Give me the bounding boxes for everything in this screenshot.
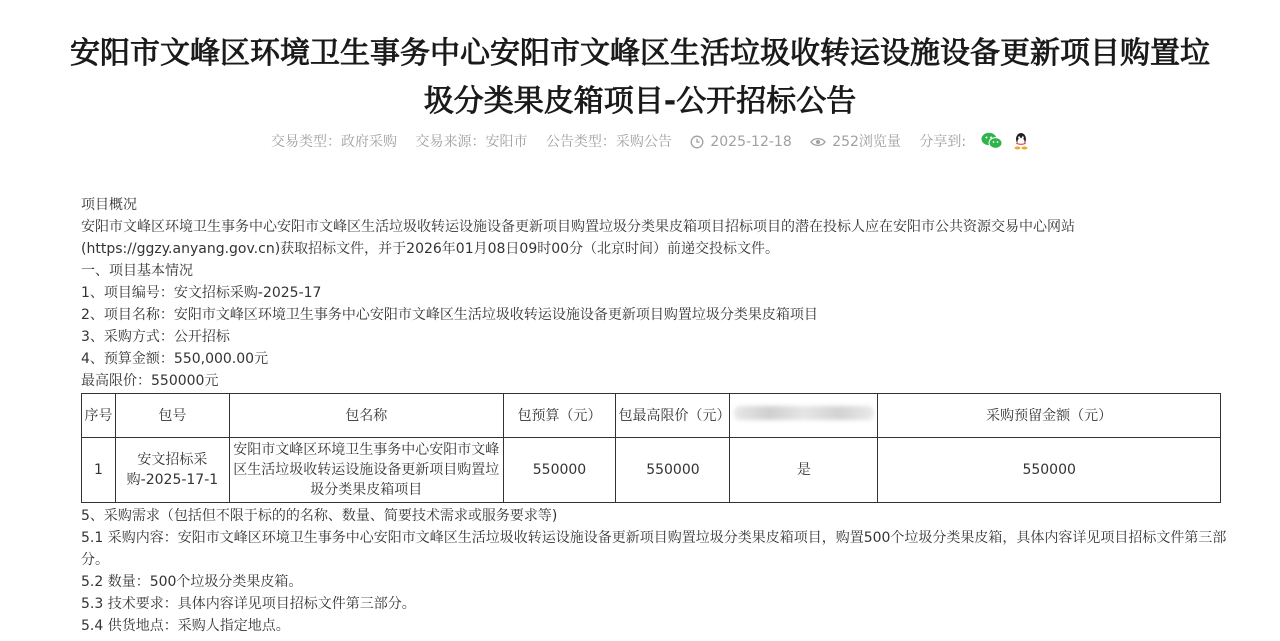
overview-heading: 项目概况 [81,197,137,213]
meta-bar [0,131,1280,154]
requirements-heading: 5、采购需求（包括但不限于标的的名称、数量、简要技术需求或服务要求等) [81,508,558,524]
cell-budget: 550000 [503,438,616,503]
share-label: 分享到: [919,134,967,150]
page-title: 安阳市文峰区环境卫生事务中心安阳市文峰区生活垃圾收转运设施设备更新项目购置垃圾分类果皮箱项目-公开招标公告 [70,36,1210,119]
project-number: 1、项目编号：安文招标采购-2025-17 [81,285,322,301]
notice-type: 公告类型：采购公告 [545,134,672,150]
package-table [81,393,1221,503]
trade-source: 交易来源：安阳市 [415,134,528,150]
overview-text: 安阳市文峰区环境卫生事务中心安阳市文峰区生活垃圾收转运设施设备更新项目购置垃圾分类果皮箱项目招标项目的潜在投标人应在安阳市公共资源交易中心网站(https://ggzy.anyang.gov.cn)获取招标文件，并于2026年01月08日09时00分（北京时间）前递交投标文件。 [81,219,1075,257]
view-count: 252浏览量 [832,134,901,150]
header-max-price: 包最高限价（元） [616,394,730,438]
cell-package-name: 安阳市文峰区环境卫生事务中心安阳市文峰区生活垃圾收转运设施设备更新项目购置垃圾分类果皮箱项目 [229,438,503,503]
requirement-technical: 5.3 技术要求：具体内容详见项目招标文件第三部分。 [81,596,416,612]
eye-icon [810,135,826,153]
share-wrap [919,134,1029,150]
project-name: 2、项目名称：安阳市文峰区环境卫生事务中心安阳市文峰区生活垃圾收转运设施设备更新项目购置垃圾分类果皮箱项目 [81,307,818,323]
header-no: 序号 [82,394,116,438]
trade-type: 交易类型：政府采购 [271,134,397,150]
table-row [82,438,1221,503]
date-wrap [690,134,791,150]
cell-package-no: 安文招标采购-2025-17-1 [115,438,229,503]
section-basic-info: 一、项目基本情况 [81,263,193,279]
qq-icon[interactable] [1013,132,1029,154]
article-body [81,194,1231,637]
header-reserved-amount: 采购预留金额（元） [878,394,1221,438]
requirement-content: 5.1 采购内容：安阳市文峰区环境卫生事务中心安阳市文峰区生活垃圾收转运设施设备更新项目购置垃圾分类果皮箱项目，购置500个垃圾分类果皮箱，具体内容详见项目招标文件第三部分。 [81,530,1227,568]
header-redacted [730,394,878,438]
budget-amount: 4、预算金额：550,000.00元 [81,351,269,367]
publish-date: 2025-12-18 [710,134,792,150]
procurement-method: 3、采购方式：公开招标 [81,329,230,345]
header-package-no: 包号 [115,394,229,438]
max-price: 最高限价：550000元 [81,373,219,389]
header-budget: 包预算（元） [503,394,616,438]
table-header-row [82,394,1221,438]
requirement-quantity: 5.2 数量：500个垃圾分类果皮箱。 [81,574,303,590]
cell-reserved: 是 [730,438,878,503]
requirement-delivery: 5.4 供货地点：采购人指定地点。 [81,618,290,634]
views-wrap [810,134,901,150]
cell-max-price: 550000 [616,438,730,503]
clock-icon [690,135,704,153]
redacted-text [734,406,874,420]
header-package-name: 包名称 [229,394,503,438]
cell-no: 1 [82,438,116,503]
wechat-icon[interactable] [981,132,1003,154]
share-icons [971,132,1029,154]
cell-reserved-amount: 550000 [878,438,1221,503]
